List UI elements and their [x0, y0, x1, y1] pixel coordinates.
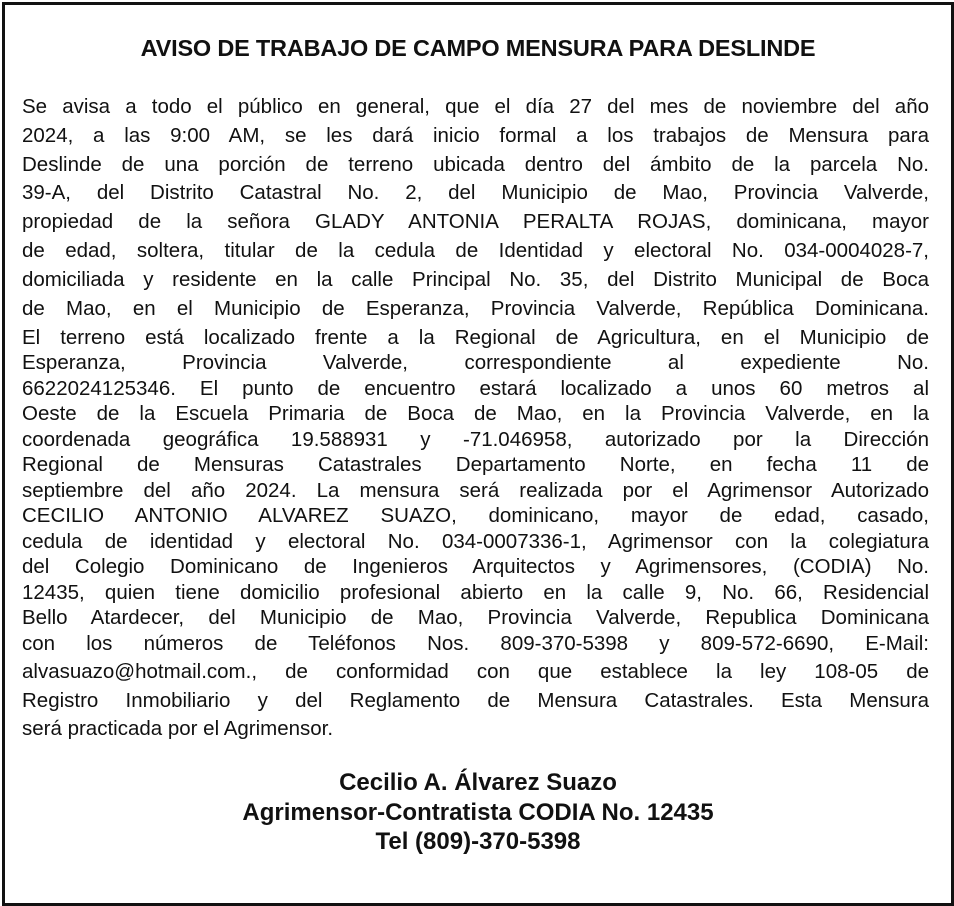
notice-title: AVISO DE TRABAJO DE CAMPO MENSURA PARA DESLINDE: [140, 35, 816, 61]
notice-frame: [2, 2, 954, 906]
signature-name: Cecilio A. Álvarez Suazo: [339, 769, 617, 796]
body-line: de edad, soltera, titular de la cedula de Identidad y electoral No. 034-0004028-7,: [22, 239, 929, 262]
body-line: de Mao, en el Municipio de Esperanza, Provincia Valverde, República Dominicana.: [22, 297, 929, 320]
body-line: cedula de identidad y electoral No. 034-0007336-1, Agrimensor con la colegiatura: [22, 530, 929, 553]
body-line: Oeste de la Escuela Primaria de Boca de Mao, en la Provincia Valverde, en la: [22, 402, 929, 425]
body-line: domiciliada y residente en la calle Principal No. 35, del Distrito Municipal de Boca: [22, 268, 929, 291]
signature-role: Agrimensor-Contratista CODIA No. 12435: [242, 799, 714, 826]
body-line: Esperanza, Provincia Valverde, correspondiente al expediente No.: [22, 351, 929, 374]
body-line: septiembre del año 2024. La mensura será realizada por el Agrimensor Autorizado: [22, 479, 929, 502]
body-line: con los números de Teléfonos Nos. 809-370-5398 y 809-572-6690, E-Mail:: [22, 632, 929, 655]
body-line: propiedad de la señora GLADY ANTONIA PERALTA ROJAS, dominicana, mayor: [22, 210, 929, 233]
body-line: CECILIO ANTONIO ALVAREZ SUAZO, dominicano, mayor de edad, casado,: [22, 504, 929, 527]
body-line: Se avisa a todo el público en general, que el día 27 del mes de noviembre del año: [22, 95, 929, 118]
body-line: El terreno está localizado frente a la Regional de Agricultura, en el Municipio de: [22, 326, 929, 349]
body-line: Deslinde de una porción de terreno ubicada dentro del ámbito de la parcela No.: [22, 153, 929, 176]
body-line: Registro Inmobiliario y del Reglamento de Mensura Catastrales. Esta Mensura: [22, 689, 929, 712]
body-line: Regional de Mensuras Catastrales Departamento Norte, en fecha 11 de: [22, 453, 929, 476]
body-line: del Colegio Dominicano de Ingenieros Arquitectos y Agrimensores, (CODIA) No.: [22, 555, 929, 578]
body-line: Bello Atardecer, del Municipio de Mao, Provincia Valverde, Republica Dominicana: [22, 606, 929, 629]
body-line: 6622024125346. El punto de encuentro estará localizado a unos 60 metros al: [22, 377, 929, 400]
signature-phone: Tel (809)-370-5398: [375, 828, 581, 855]
body-line: será practicada por el Agrimensor.: [22, 717, 334, 740]
body-line: coordenada geográfica 19.588931 y -71.046958, autorizado por la Dirección: [22, 428, 929, 451]
body-line: 39-A, del Distrito Catastral No. 2, del Municipio de Mao, Provincia Valverde,: [22, 181, 929, 204]
body-line: 2024, a las 9:00 AM, se les dará inicio formal a los trabajos de Mensura para: [22, 124, 929, 147]
body-line: alvasuazo@hotmail.com., de conformidad con que establece la ley 108-05 de: [22, 660, 929, 683]
body-line: 12435, quien tiene domicilio profesional abierto en la calle 9, No. 66, Residencial: [22, 581, 929, 604]
